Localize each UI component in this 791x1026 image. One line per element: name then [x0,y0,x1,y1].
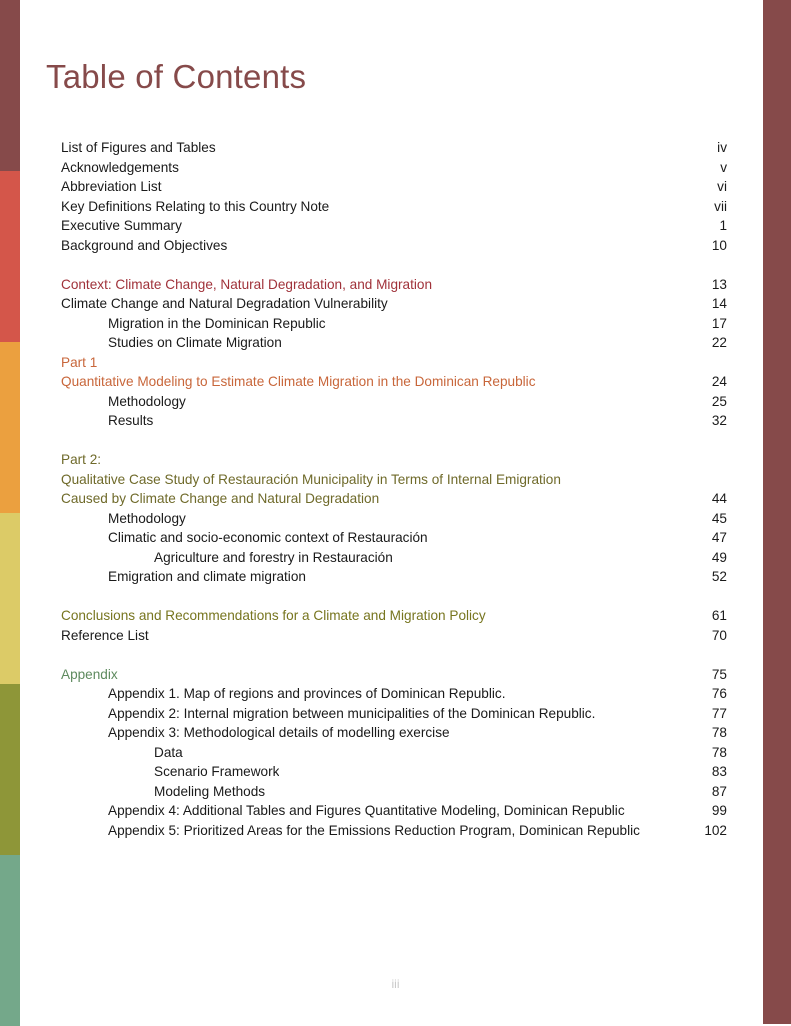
toc-entry-page: v [720,159,727,175]
toc-section-heading-part-2-line-2[interactable] [61,489,727,509]
toc-entry-title: Methodology [108,393,186,409]
toc-entry-title: Agriculture and forestry in Restauración [154,549,393,565]
toc-entry-page: 47 [711,530,727,545]
toc-entry-page: 14 [711,296,727,311]
toc-entry-title: Climatic and socio-economic context of Restauración [108,530,428,545]
toc-entry-page: 49 [711,549,727,565]
spacer [61,431,727,451]
toc-entry-title: Appendix 1. Map of regions and provinces of Dominican Republic. [108,686,506,701]
toc-section-heading-conclusions[interactable] [61,606,727,626]
toc-entry[interactable] [61,821,727,841]
toc-entry[interactable] [61,762,727,782]
toc-entry-title: Emigration and climate migration [108,569,306,584]
toc-entry-page: 17 [711,315,727,331]
toc-entry-title: Scenario Framework [154,764,280,779]
toc-section-heading-part-1[interactable] [61,372,727,392]
toc-entry[interactable] [61,216,727,236]
toc-entry[interactable] [61,782,727,802]
spacer [61,645,727,665]
toc-entry-title: Appendix [61,666,118,682]
toc-entry-page: 78 [711,725,727,740]
toc-entry-page: 99 [711,803,727,818]
toc-entry-page: 83 [711,764,727,779]
toc-entry[interactable] [61,138,727,158]
toc-entry-page: vii [714,198,727,214]
toc-entry-title: Appendix 4: Additional Tables and Figures Quantitative Modeling, Dominican Republic [108,803,625,818]
toc-entry-title: Caused by Climate Change and Natural Degradation [61,491,380,506]
toc-entry[interactable] [61,294,727,314]
toc-entry[interactable] [61,158,727,178]
toc-entry-page: 75 [711,666,727,682]
toc-section-heading-part-2[interactable] [61,470,727,490]
left-bar-segment [0,342,20,513]
left-bar-segment [0,855,20,1026]
toc-entry[interactable] [61,392,727,412]
part-1-label: Part 1 [61,354,98,370]
page-title: Table of Contents [46,58,307,95]
toc-entry[interactable] [61,333,727,353]
toc-entry-page: 1 [719,218,727,233]
left-bar-segment [0,0,20,171]
toc-entry-page: 13 [711,276,727,292]
toc-section-heading-appendix[interactable] [61,665,727,685]
spacer [61,255,727,275]
toc-entry-page: 78 [711,744,727,760]
left-bar-segment [0,684,20,855]
toc-entry-title: Appendix 2: Internal migration between municipalities of the Dominican Republic. [108,705,596,721]
toc-entry-page: vi [717,179,727,194]
toc-entry-title: Data [154,744,183,760]
toc-part-label [61,353,727,373]
left-bar-segment [0,513,20,684]
toc-entry-title: Studies on Climate Migration [108,335,282,350]
toc-entry[interactable] [61,548,727,568]
spacer [61,587,727,607]
toc-entry-page: 76 [711,686,727,701]
toc-entry-title: List of Figures and Tables [61,140,216,155]
toc-entry[interactable] [61,177,727,197]
toc-entry-page: 44 [711,491,727,506]
toc-entry-page: 61 [711,608,727,623]
toc-entry[interactable] [61,411,727,431]
right-color-bar [763,0,791,1024]
toc-entry-title: Conclusions and Recommendations for a Climate and Migration Policy [61,608,486,623]
toc-entry-page: 102 [704,822,727,838]
toc-entry-page: iv [717,140,727,155]
toc-entry-page: 10 [711,237,727,253]
toc-entry-page: 24 [711,374,727,389]
toc-entry-page: 22 [711,335,727,350]
toc-entry[interactable] [61,197,727,217]
toc-entry[interactable] [61,528,727,548]
toc-entry[interactable] [61,684,727,704]
toc-entry-title: Abbreviation List [61,179,162,194]
toc-entry-title: Executive Summary [61,218,182,233]
left-color-bar [0,0,20,1024]
toc-entry-title: Quantitative Modeling to Estimate Climate Migration in the Dominican Republic [61,374,536,389]
toc-entry-title: Background and Objectives [61,237,228,253]
toc-entry[interactable] [61,509,727,529]
toc-entry-page: 70 [711,627,727,643]
toc-entry[interactable] [61,723,727,743]
toc-section-heading-context[interactable] [61,275,727,295]
toc-part-label [61,450,727,470]
toc-entry[interactable] [61,236,727,256]
toc-entry[interactable] [61,314,727,334]
toc-entry-title: Results [108,413,154,428]
toc-entry[interactable] [61,743,727,763]
toc-entry-title: Appendix 5: Prioritized Areas for the Emissions Reduction Program, Dominican Republic [108,822,640,838]
toc-entry-title: Appendix 3: Methodological details of modelling exercise [108,725,450,740]
toc-entry-title: Migration in the Dominican Republic [108,315,326,331]
left-bar-segment [0,171,20,342]
toc-entry[interactable] [61,704,727,724]
toc-entry-page: 52 [711,569,727,584]
toc-entry-page: 32 [711,413,727,428]
toc-entry[interactable] [61,801,727,821]
toc-entry-title: Key Definitions Relating to this Country Note [61,198,330,214]
toc-entry-title: Reference List [61,627,149,643]
toc-entry-page: 25 [711,393,727,409]
toc-entry[interactable] [61,567,727,587]
toc-entry-page: 87 [711,783,727,799]
toc-entry-title: Acknowledgements [61,159,179,175]
table-of-contents [61,138,727,840]
toc-entry-title: Modeling Methods [154,783,266,799]
toc-entry-page: 45 [711,510,727,526]
toc-entry-title: Qualitative Case Study of Restauración Municipality in Terms of Internal Emigration [61,471,561,487]
part-2-label: Part 2: [61,452,102,467]
toc-entry-title: Climate Change and Natural Degradation Vulnerability [61,296,388,311]
toc-entry-title: Methodology [108,510,186,526]
toc-entry-title: Context: Climate Change, Natural Degradation, and Migration [61,276,433,292]
toc-entry[interactable] [61,626,727,646]
page-number: iii [391,977,400,991]
toc-entry-page: 77 [711,705,727,721]
